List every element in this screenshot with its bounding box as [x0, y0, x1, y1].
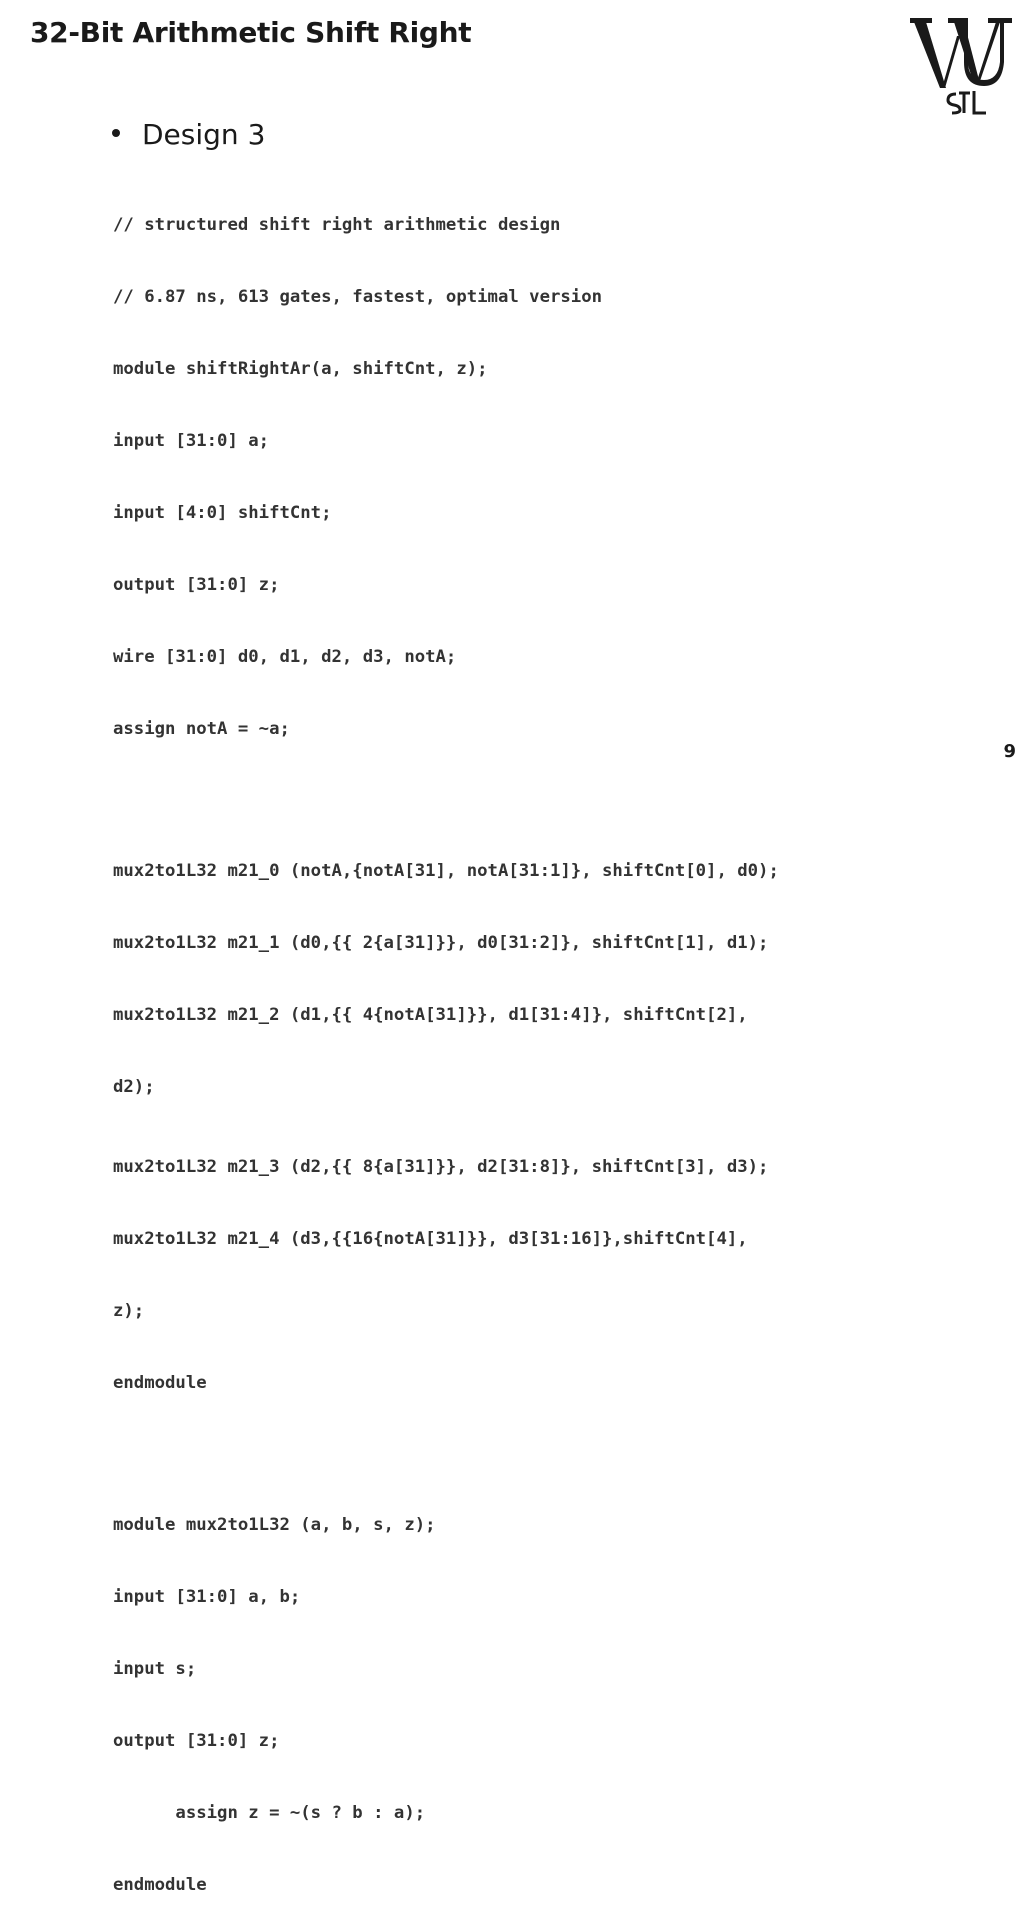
page-number: 9 — [1003, 741, 1016, 762]
code-line: mux2to1L32 m21_0 (notA,{notA[31], notA[31:1]}, shiftCnt[0], d0); — [113, 861, 779, 881]
bullet-text: Design 3 — [142, 118, 266, 151]
code-line: endmodule — [113, 1373, 207, 1393]
code-listing — [113, 165, 779, 1921]
code-line: // structured shift right arithmetic design — [113, 215, 561, 235]
bullet-item — [112, 118, 265, 151]
code-line: d2); — [113, 1077, 155, 1097]
code-line: assign z = ~(s ? b : a); — [113, 1803, 426, 1823]
code-line: input [4:0] shiftCnt; — [113, 503, 332, 523]
code-line: endmodule — [113, 1875, 207, 1895]
code-line: wire [31:0] d0, d1, d2, d3, notA; — [113, 647, 457, 667]
code-line: mux2to1L32 m21_1 (d0,{{ 2{a[31]}}, d0[31:2]}, shiftCnt[1], d1); — [113, 933, 769, 953]
code-line: mux2to1L32 m21_3 (d2,{{ 8{a[31]}}, d2[31:8]}, shiftCnt[3], d3); — [113, 1157, 769, 1177]
code-line: z); — [113, 1301, 145, 1321]
code-line: output [31:0] z; — [113, 575, 280, 595]
code-line: output [31:0] z; — [113, 1731, 280, 1751]
code-line-blank — [113, 789, 779, 811]
wustl-logo-icon — [908, 14, 1016, 114]
code-line: mux2to1L32 m21_2 (d1,{{ 4{notA[31]}}, d1[31:4]}, shiftCnt[2], — [113, 1005, 748, 1025]
code-line: assign notA = ~a; — [113, 719, 290, 739]
code-line: input [31:0] a, b; — [113, 1587, 301, 1607]
code-line: // 6.87 ns, 613 gates, fastest, optimal version — [113, 287, 602, 307]
slide-title: 32-Bit Arithmetic Shift Right — [30, 16, 472, 49]
bullet-dot — [112, 129, 120, 137]
code-line: module shiftRightAr(a, shiftCnt, z); — [113, 359, 488, 379]
code-line: module mux2to1L32 (a, b, s, z); — [113, 1515, 436, 1535]
code-line: input s; — [113, 1659, 197, 1679]
code-line: input [31:0] a; — [113, 431, 270, 451]
code-line-blank — [113, 1443, 779, 1465]
code-line: mux2to1L32 m21_4 (d3,{{16{notA[31]}}, d3[31:16]},shiftCnt[4], — [113, 1229, 748, 1249]
